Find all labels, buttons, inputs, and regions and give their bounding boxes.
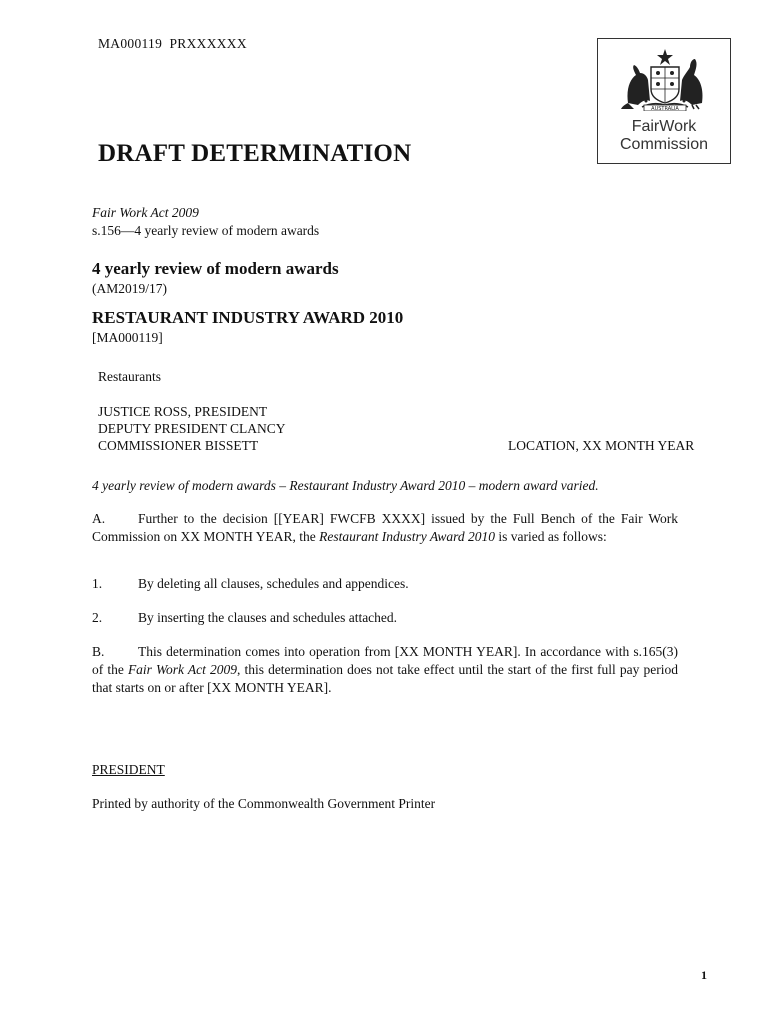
paragraph-b-text-end: , this determination does not take effect until the start of the first full pay period that starts on or after [XX MONTH YEAR]. (92, 662, 678, 695)
paragraph-b-act: Fair Work Act 2009 (127, 662, 237, 677)
matter-number: (AM2019/17) (92, 281, 167, 296)
act-name: Fair Work Act 2009 (92, 205, 199, 220)
bench-member: DEPUTY PRESIDENT CLANCY (98, 421, 286, 436)
paragraph-a-text: Further to the decision [[YEAR] FWCFB XXXX] issued by the Full Bench of the Fair Work Commission on XX MONTH YEAR, the (92, 511, 678, 544)
act-section: s.156—4 yearly review of modern awards (92, 223, 320, 238)
coat-of-arms-icon (620, 45, 710, 111)
paragraph-b-label: B. (92, 644, 105, 659)
list-item (92, 576, 409, 592)
paragraph-a-award: Restaurant Industry Award 2010 (319, 529, 496, 544)
signature-president: PRESIDENT (92, 762, 165, 777)
bench-member: COMMISSIONER BISSETT (98, 438, 259, 453)
list-item-text: By inserting the clauses and schedules attached. (138, 610, 398, 625)
location-date: LOCATION, XX MONTH YEAR (508, 438, 695, 453)
printer-note: Printed by authority of the Commonwealth Government Printer (92, 796, 436, 811)
catchwords: 4 yearly review of modern awards – Restaurant Industry Award 2010 – modern award varied. (92, 478, 599, 493)
document-reference: MA000119 PRXXXXXX (98, 36, 247, 51)
list-item (92, 610, 397, 626)
list-item-number: 1. (92, 576, 103, 591)
emblem-scroll-text: AUSTRALIA (651, 106, 679, 111)
paragraph-b-text: This determination comes into operation from [XX MONTH YEAR]. In accordance with s.165(3) of the (92, 644, 678, 677)
fair-work-commission-logo (597, 38, 731, 164)
award-heading: RESTAURANT INDUSTRY AWARD 2010 (92, 308, 404, 327)
logo-line-commission: Commission (619, 136, 708, 153)
paragraph-a-label: A. (92, 511, 106, 526)
logo-line-fairwork: FairWork (631, 118, 697, 135)
paragraph-a-text-end: is varied as follows: (495, 529, 607, 544)
page-number: 1 (701, 968, 707, 982)
list-item-number: 2. (92, 610, 103, 625)
paragraph-b (92, 643, 678, 697)
review-heading: 4 yearly review of modern awards (92, 259, 339, 278)
award-code: [MA000119] (92, 330, 163, 345)
document-title: DRAFT DETERMINATION (98, 140, 412, 167)
bench-member: JUSTICE ROSS, PRESIDENT (98, 404, 268, 419)
list-item-text: By deleting all clauses, schedules and appendices. (138, 576, 409, 591)
industry-label: Restaurants (98, 369, 161, 384)
paragraph-a (92, 510, 678, 546)
